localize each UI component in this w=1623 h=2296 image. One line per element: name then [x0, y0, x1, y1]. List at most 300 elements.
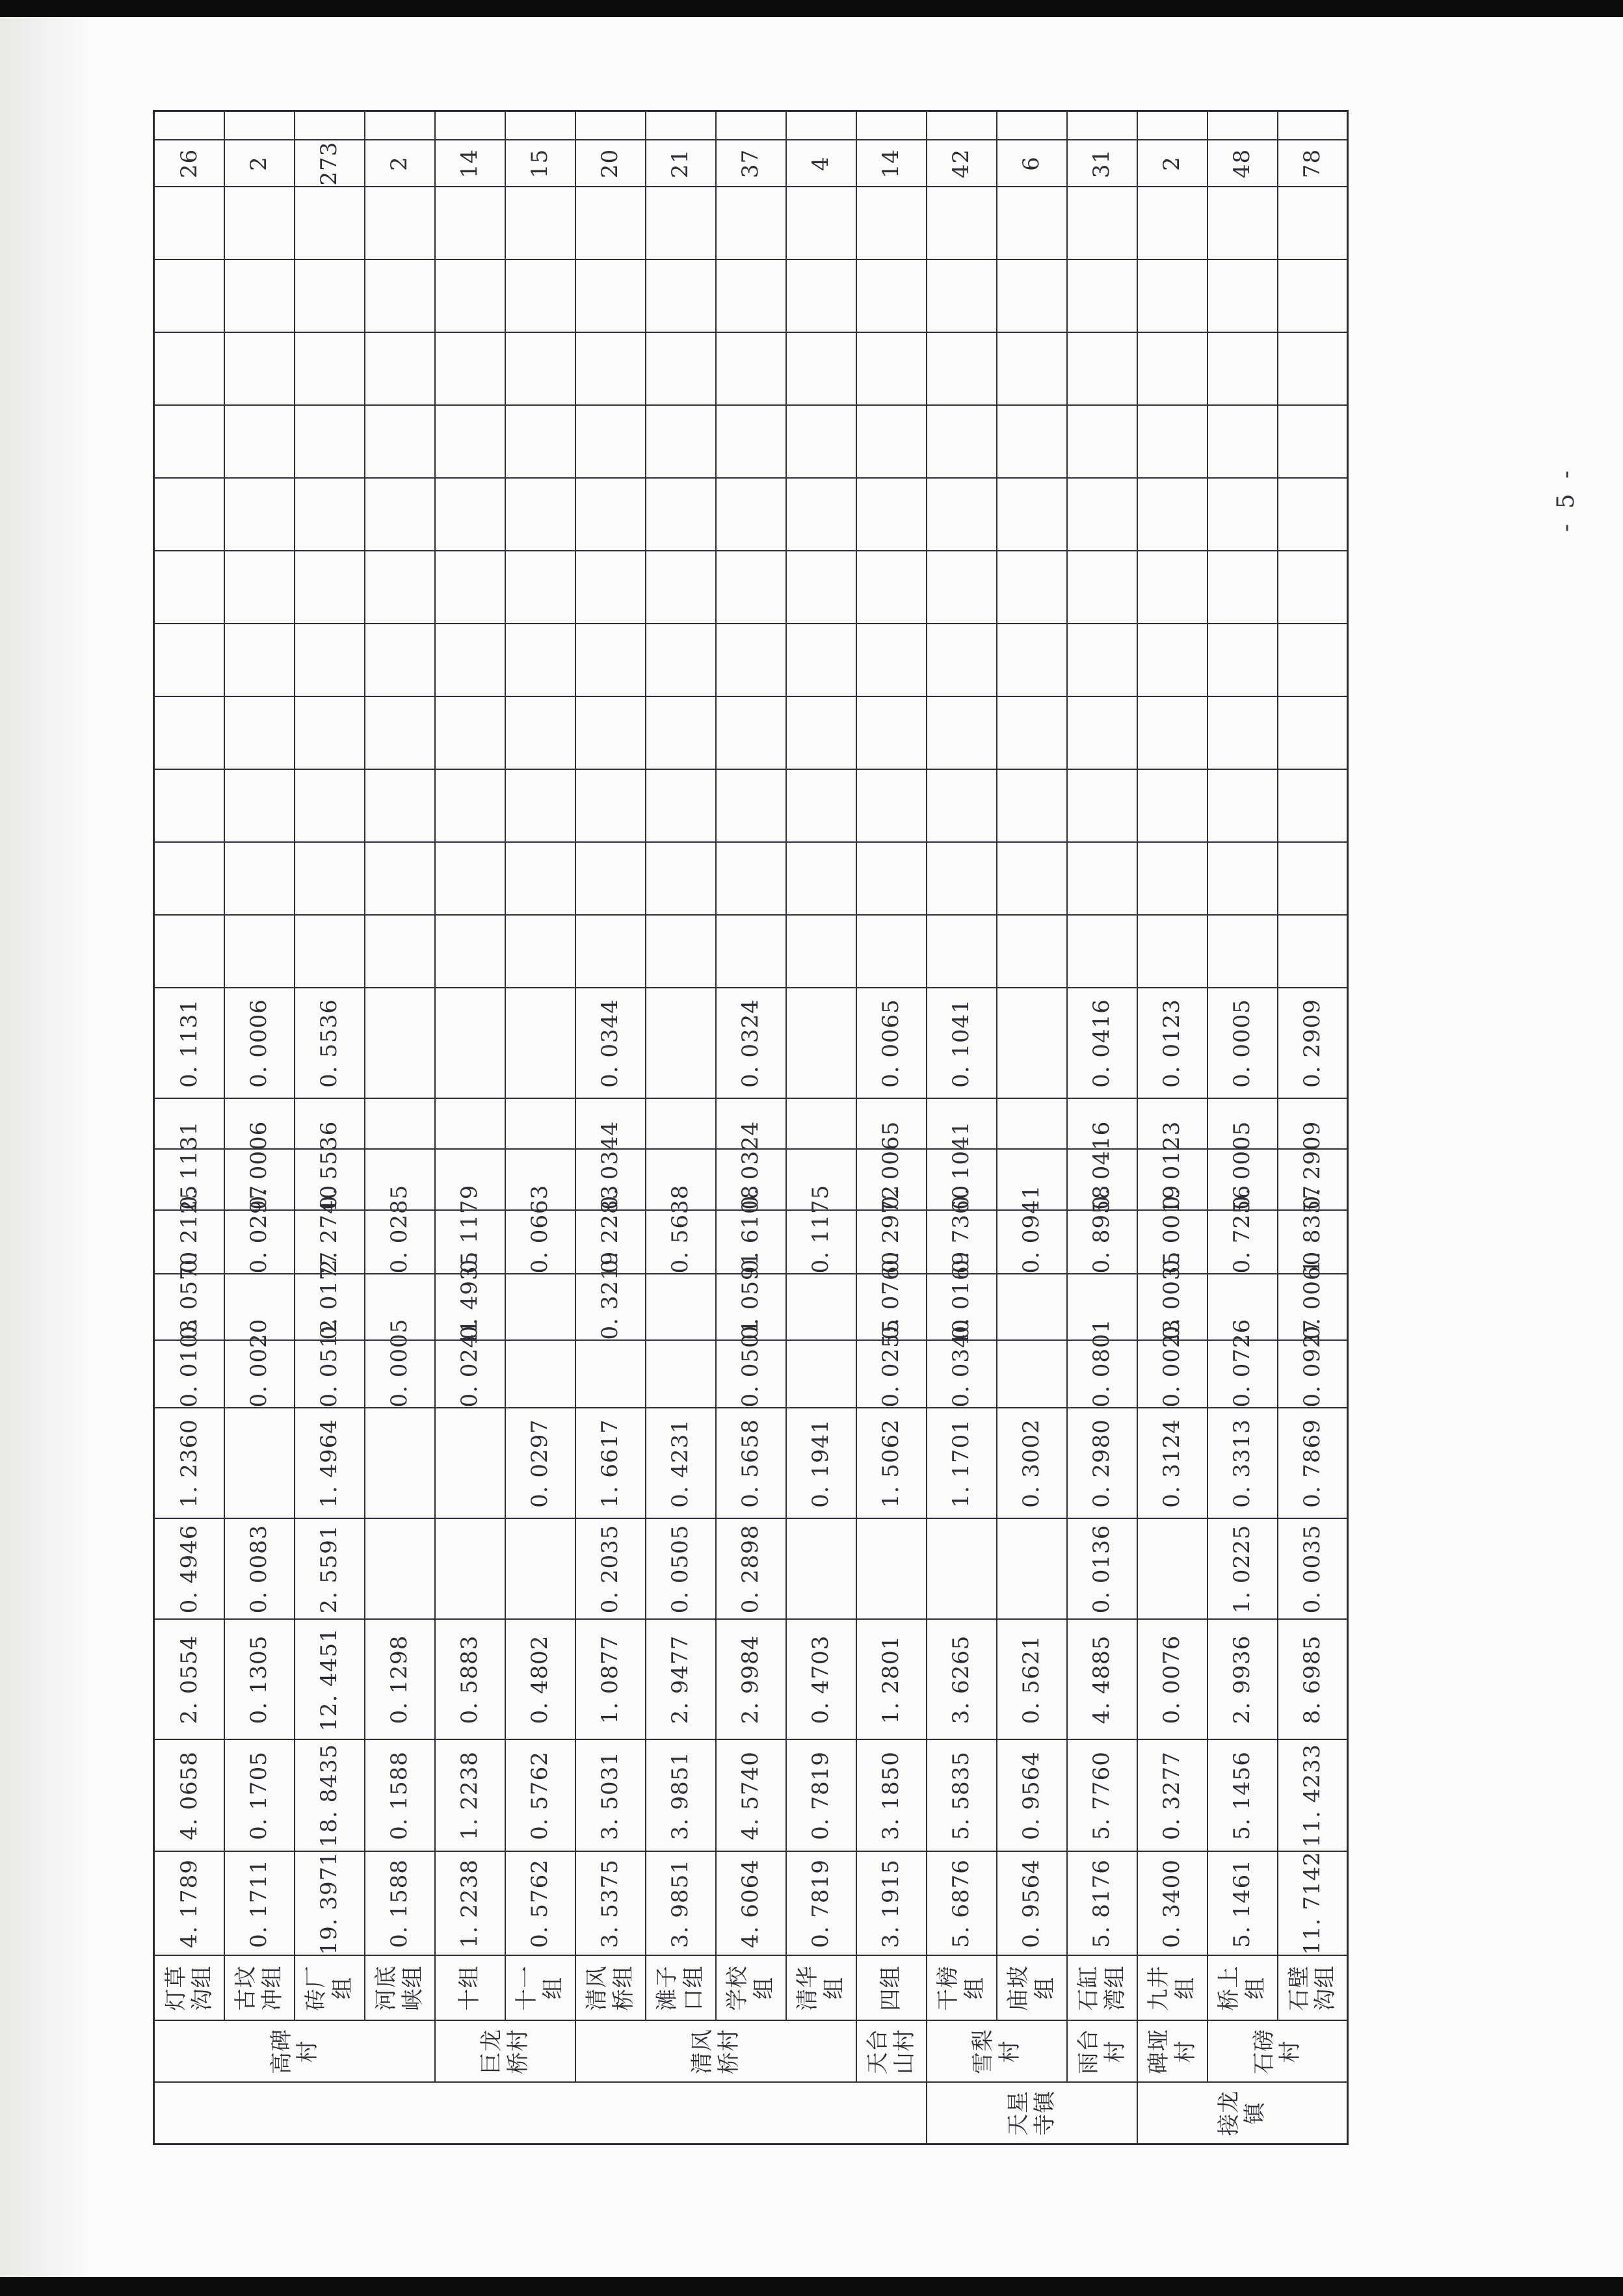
value-cell: 0. 2035	[575, 1519, 646, 1620]
empty-cell	[575, 260, 646, 333]
empty-cell	[646, 624, 716, 697]
empty-cell	[786, 770, 856, 843]
empty-cell	[575, 479, 646, 551]
empty-cell	[1207, 187, 1278, 260]
empty-cell	[154, 916, 224, 988]
empty-cell	[435, 624, 505, 697]
group-cell: 灯草沟组	[154, 1956, 224, 2021]
value-cell: 18. 8435	[295, 1740, 365, 1852]
tail-cell	[646, 111, 716, 140]
subtotal-cell	[505, 988, 575, 1099]
empty-cell	[1207, 624, 1278, 697]
empty-cell	[1067, 916, 1137, 988]
empty-cell	[365, 479, 435, 551]
empty-cell	[716, 916, 786, 988]
empty-cell	[154, 551, 224, 624]
subtotal-cell: 0. 1041	[927, 1150, 997, 1211]
value-cell: 0. 0035	[1278, 1519, 1348, 1620]
value-cell: 0. 0285	[365, 1211, 435, 1274]
empty-cell	[927, 624, 997, 697]
tail-cell	[505, 111, 575, 140]
value-cell: 0. 1941	[786, 1408, 856, 1519]
empty-cell	[365, 187, 435, 260]
subtotal-cell	[435, 988, 505, 1099]
empty-cell	[1207, 406, 1278, 479]
value-cell: 0. 7869	[1278, 1408, 1348, 1519]
empty-cell	[365, 260, 435, 333]
empty-cell	[646, 843, 716, 916]
empty-cell	[1137, 843, 1207, 916]
empty-cell	[927, 843, 997, 916]
value-cell: 5. 6876	[927, 1852, 997, 1956]
tail-cell	[927, 111, 997, 140]
value-cell: 0. 1705	[224, 1740, 295, 1852]
empty-cell	[786, 333, 856, 406]
empty-cell	[716, 624, 786, 697]
value-cell: 3. 9851	[646, 1740, 716, 1852]
value-cell: 0. 0760	[856, 1274, 927, 1341]
empty-cell	[997, 624, 1067, 697]
subtotal-cell: 0. 0065	[856, 1150, 927, 1211]
tail-cell	[1067, 111, 1137, 140]
value-cell: 0. 6108	[716, 1211, 786, 1274]
value-cell: 4. 6064	[716, 1852, 786, 1956]
value-cell: 0. 3219	[575, 1274, 646, 1341]
empty-cell	[154, 843, 224, 916]
empty-cell	[786, 406, 856, 479]
subtotal-cell: 0. 2909	[1278, 988, 1348, 1099]
value-cell: 0. 1298	[365, 1620, 435, 1740]
empty-cell	[1137, 916, 1207, 988]
township-cell	[154, 2083, 927, 2144]
empty-cell	[435, 260, 505, 333]
value-cell: 5. 5835	[927, 1740, 997, 1852]
group-cell: 学校组	[716, 1956, 786, 2021]
empty-cell	[1137, 187, 1207, 260]
village-cell: 石磅村	[1207, 2021, 1348, 2083]
tail-cell	[154, 111, 224, 140]
group-cell: 庙坡组	[997, 1956, 1067, 2021]
count-cell: 21	[646, 140, 716, 187]
tail-cell	[295, 111, 365, 140]
value-cell: 0. 0927	[1278, 1341, 1348, 1408]
count-cell: 42	[927, 140, 997, 187]
empty-cell	[1137, 479, 1207, 551]
value-cell	[997, 1519, 1067, 1620]
empty-cell	[154, 624, 224, 697]
value-cell: 0. 0501	[716, 1341, 786, 1408]
empty-cell	[1207, 916, 1278, 988]
empty-cell	[365, 770, 435, 843]
empty-cell	[154, 479, 224, 551]
tail-cell	[997, 111, 1067, 140]
value-cell: 0. 0035	[1137, 1274, 1207, 1341]
empty-cell	[295, 843, 365, 916]
value-cell	[575, 1341, 646, 1408]
value-cell	[365, 1408, 435, 1519]
empty-cell	[716, 187, 786, 260]
value-cell: 4. 1789	[154, 1852, 224, 1956]
empty-cell	[295, 187, 365, 260]
village-cell: 天台山村	[856, 2021, 927, 2083]
value-cell: 0. 2125	[154, 1211, 224, 1274]
subtotal-cell: 0. 2909	[1278, 1150, 1348, 1211]
value-cell: 0. 7360	[927, 1211, 997, 1274]
empty-cell	[1137, 624, 1207, 697]
group-cell: 石壁沟组	[1278, 1956, 1348, 2021]
village-cell: 清风桥村	[575, 2021, 856, 2083]
empty-cell	[365, 916, 435, 988]
value-cell	[786, 1274, 856, 1341]
group-cell: 桥上组	[1207, 1956, 1278, 2021]
empty-cell	[435, 843, 505, 916]
value-cell: 0. 0103	[154, 1341, 224, 1408]
value-cell: 0. 0169	[927, 1274, 997, 1341]
subtotal-cell: 0. 0324	[716, 1150, 786, 1211]
subtotal-cell	[997, 988, 1067, 1099]
subtotal-cell: 0. 5536	[295, 988, 365, 1099]
value-cell: 0. 0255	[856, 1341, 927, 1408]
value-cell: 0. 7256	[1207, 1211, 1278, 1274]
value-cell: 0. 5638	[646, 1211, 716, 1274]
empty-cell	[1278, 843, 1348, 916]
empty-cell	[365, 406, 435, 479]
value-cell: 0. 0005	[365, 1341, 435, 1408]
empty-cell	[646, 406, 716, 479]
empty-cell	[1067, 843, 1137, 916]
value-cell: 2. 9984	[716, 1620, 786, 1740]
empty-cell	[435, 333, 505, 406]
value-cell: 1. 2238	[435, 1740, 505, 1852]
empty-cell	[1067, 333, 1137, 406]
value-cell: 1. 5062	[856, 1408, 927, 1519]
subtotal-cell: 0. 1131	[154, 1150, 224, 1211]
empty-cell	[997, 770, 1067, 843]
empty-cell	[856, 406, 927, 479]
count-cell: 78	[1278, 140, 1348, 187]
empty-cell	[505, 551, 575, 624]
empty-cell	[786, 697, 856, 770]
count-cell: 2	[224, 140, 295, 187]
empty-cell	[997, 406, 1067, 479]
scan-artifact-bottom-bar	[0, 2277, 1623, 2296]
value-cell: 0. 0570	[154, 1274, 224, 1341]
value-cell: 0. 2283	[575, 1211, 646, 1274]
spacer-cell	[365, 1099, 435, 1150]
count-cell: 14	[435, 140, 505, 187]
empty-cell	[646, 551, 716, 624]
empty-cell	[365, 551, 435, 624]
value-cell: 12. 4451	[295, 1620, 365, 1740]
value-cell: 0. 0241	[435, 1341, 505, 1408]
empty-cell	[365, 624, 435, 697]
count-cell: 26	[154, 140, 224, 187]
value-cell: 3. 1915	[856, 1852, 927, 1956]
empty-cell	[435, 551, 505, 624]
value-cell: 4. 0658	[154, 1740, 224, 1852]
township-cell: 接龙镇	[1137, 2083, 1348, 2144]
value-cell: 0. 0340	[927, 1341, 997, 1408]
empty-cell	[856, 916, 927, 988]
empty-cell	[1278, 624, 1348, 697]
count-cell: 14	[856, 140, 927, 187]
value-cell	[435, 1519, 505, 1620]
empty-cell	[435, 770, 505, 843]
empty-cell	[927, 479, 997, 551]
empty-cell	[927, 551, 997, 624]
empty-cell	[575, 406, 646, 479]
empty-cell	[646, 770, 716, 843]
value-cell: 0. 4703	[786, 1620, 856, 1740]
empty-cell	[856, 843, 927, 916]
spacer-cell	[997, 1099, 1067, 1150]
value-cell: 0. 4946	[154, 1519, 224, 1620]
empty-cell	[716, 843, 786, 916]
value-cell: 0. 1711	[224, 1852, 295, 1956]
value-cell: 1. 0225	[1207, 1519, 1278, 1620]
value-cell: 5. 1461	[1207, 1852, 1278, 1956]
value-cell: 1. 4964	[295, 1408, 365, 1519]
empty-cell	[295, 479, 365, 551]
empty-cell	[224, 333, 295, 406]
village-cell: 雪梨村	[927, 2021, 1067, 2083]
empty-cell	[1278, 406, 1348, 479]
empty-cell	[646, 260, 716, 333]
value-cell: 0. 9564	[997, 1740, 1067, 1852]
empty-cell	[154, 697, 224, 770]
tail-cell	[224, 111, 295, 140]
value-cell: 11. 4233	[1278, 1740, 1348, 1852]
empty-cell	[575, 551, 646, 624]
value-cell: 0. 0297	[224, 1211, 295, 1274]
village-cell: 高碑村	[154, 2021, 435, 2083]
empty-cell	[154, 187, 224, 260]
empty-cell	[505, 624, 575, 697]
value-cell: 0. 0512	[295, 1341, 365, 1408]
empty-cell	[1278, 479, 1348, 551]
tail-cell	[575, 111, 646, 140]
value-cell	[786, 1341, 856, 1408]
empty-cell	[646, 479, 716, 551]
subtotal-cell: 0. 0005	[1207, 988, 1278, 1099]
empty-cell	[224, 551, 295, 624]
subtotal-cell: 0. 0123	[1137, 1150, 1207, 1211]
value-cell: 1. 1701	[927, 1408, 997, 1519]
empty-cell	[646, 697, 716, 770]
value-cell: 0. 1175	[786, 1211, 856, 1274]
empty-cell	[1278, 916, 1348, 988]
empty-cell	[786, 479, 856, 551]
empty-cell	[295, 260, 365, 333]
count-cell: 20	[575, 140, 646, 187]
value-cell: 0. 1588	[365, 1740, 435, 1852]
subtotal-cell: 0. 0005	[1207, 1150, 1278, 1211]
subtotal-cell: 0. 0006	[224, 988, 295, 1099]
empty-cell	[505, 406, 575, 479]
empty-cell	[1067, 260, 1137, 333]
value-cell: 1. 2801	[856, 1620, 927, 1740]
empty-cell	[927, 260, 997, 333]
value-cell: 1. 8357	[1278, 1211, 1348, 1274]
tail-cell	[365, 111, 435, 140]
value-cell: 0. 0060	[1278, 1274, 1348, 1341]
value-cell: 0. 7819	[786, 1852, 856, 1956]
value-cell: 0. 0083	[224, 1519, 295, 1620]
empty-cell	[435, 406, 505, 479]
value-cell: 0. 1305	[224, 1620, 295, 1740]
group-cell: 清风桥组	[575, 1956, 646, 2021]
empty-cell	[1067, 187, 1137, 260]
group-cell: 砖厂组	[295, 1956, 365, 2021]
value-cell: 0. 5762	[505, 1740, 575, 1852]
tail-cell	[716, 111, 786, 140]
empty-cell	[154, 770, 224, 843]
tail-cell	[786, 111, 856, 140]
subtotal-cell: 0. 5536	[295, 1150, 365, 1211]
empty-cell	[927, 916, 997, 988]
value-cell: 2. 2740	[295, 1211, 365, 1274]
spacer-cell	[435, 1099, 505, 1150]
empty-cell	[1207, 843, 1278, 916]
value-cell: 0. 3400	[1137, 1852, 1207, 1956]
empty-cell	[1278, 770, 1348, 843]
value-cell: 0. 0801	[1067, 1341, 1137, 1408]
value-cell: 3. 5375	[575, 1852, 646, 1956]
group-cell: 清华组	[786, 1956, 856, 2021]
value-cell: 0. 0020	[224, 1341, 295, 1408]
empty-cell	[505, 333, 575, 406]
value-cell: 0. 0177	[295, 1274, 365, 1341]
value-cell: 11. 7142	[1278, 1852, 1348, 1956]
subtotal-cell: 0. 0416	[1067, 988, 1137, 1099]
subtotal-cell: 0. 0123	[1137, 988, 1207, 1099]
empty-cell	[575, 770, 646, 843]
empty-cell	[1278, 187, 1348, 260]
count-cell: 15	[505, 140, 575, 187]
empty-cell	[997, 187, 1067, 260]
empty-cell	[435, 479, 505, 551]
value-cell	[786, 1519, 856, 1620]
empty-cell	[1137, 260, 1207, 333]
empty-cell	[716, 770, 786, 843]
value-cell: 2. 9477	[646, 1620, 716, 1740]
empty-cell	[154, 260, 224, 333]
value-cell: 0. 1588	[365, 1852, 435, 1956]
value-cell: 0. 4802	[505, 1620, 575, 1740]
value-cell: 19. 3971	[295, 1852, 365, 1956]
scan-artifact-top-bar	[0, 0, 1623, 17]
subtotal-cell: 0. 0324	[716, 988, 786, 1099]
value-cell: 3. 9851	[646, 1852, 716, 1956]
value-cell: 0. 0726	[1207, 1341, 1278, 1408]
empty-cell	[786, 843, 856, 916]
empty-cell	[716, 406, 786, 479]
village-cell: 雨台村	[1067, 2021, 1137, 2083]
value-cell: 2. 5591	[295, 1519, 365, 1620]
empty-cell	[786, 624, 856, 697]
value-cell: 0. 1179	[435, 1211, 505, 1274]
empty-cell	[505, 770, 575, 843]
count-cell: 6	[997, 140, 1067, 187]
value-cell: 0. 2898	[716, 1519, 786, 1620]
value-cell: 0. 7819	[786, 1740, 856, 1852]
subtotal-cell	[365, 988, 435, 1099]
value-cell	[505, 1341, 575, 1408]
value-cell: 8. 6985	[1278, 1620, 1348, 1740]
empty-cell	[575, 697, 646, 770]
empty-cell	[1067, 697, 1137, 770]
empty-cell	[1207, 770, 1278, 843]
value-cell: 0. 0941	[997, 1211, 1067, 1274]
value-cell	[856, 1519, 927, 1620]
empty-cell	[1278, 333, 1348, 406]
value-cell: 0. 3277	[1137, 1740, 1207, 1852]
count-cell: 2	[365, 140, 435, 187]
empty-cell	[224, 770, 295, 843]
empty-cell	[1207, 260, 1278, 333]
empty-cell	[1067, 479, 1137, 551]
empty-cell	[997, 551, 1067, 624]
value-cell: 0. 0505	[646, 1519, 716, 1620]
empty-cell	[786, 260, 856, 333]
empty-cell	[224, 479, 295, 551]
value-cell: 0. 2972	[856, 1211, 927, 1274]
empty-cell	[1137, 697, 1207, 770]
empty-cell	[1067, 406, 1137, 479]
empty-cell	[295, 406, 365, 479]
empty-cell	[224, 260, 295, 333]
empty-cell	[224, 916, 295, 988]
empty-cell	[997, 479, 1067, 551]
empty-cell	[224, 697, 295, 770]
value-cell: 3. 1850	[856, 1740, 927, 1852]
empty-cell	[716, 697, 786, 770]
group-cell: 古坟冲组	[224, 1956, 295, 2021]
count-cell: 273	[295, 140, 365, 187]
empty-cell	[505, 479, 575, 551]
count-cell: 48	[1207, 140, 1278, 187]
group-cell: 十一组	[505, 1956, 575, 2021]
value-cell: 0. 4935	[435, 1274, 505, 1341]
value-cell: 0. 4231	[646, 1408, 716, 1519]
tail-cell	[1207, 111, 1278, 140]
value-cell: 4. 5740	[716, 1740, 786, 1852]
empty-cell	[856, 479, 927, 551]
value-cell	[927, 1519, 997, 1620]
value-cell	[505, 1519, 575, 1620]
empty-cell	[997, 843, 1067, 916]
empty-cell	[1278, 551, 1348, 624]
value-cell: 0. 3313	[1207, 1408, 1278, 1519]
value-cell: 0. 0019	[1137, 1211, 1207, 1274]
value-cell: 2. 0554	[154, 1620, 224, 1740]
value-cell: 5. 8176	[1067, 1852, 1137, 1956]
empty-cell	[997, 333, 1067, 406]
value-cell: 1. 2360	[154, 1408, 224, 1519]
empty-cell	[1207, 479, 1278, 551]
page-number: - 5 -	[1553, 466, 1579, 532]
value-cell: 3. 6265	[927, 1620, 997, 1740]
value-cell: 0. 8958	[1067, 1211, 1137, 1274]
empty-cell	[295, 333, 365, 406]
value-cell: 0. 0663	[505, 1211, 575, 1274]
empty-cell	[1137, 551, 1207, 624]
empty-cell	[646, 187, 716, 260]
empty-cell	[856, 770, 927, 843]
group-cell: 石缸湾组	[1067, 1956, 1137, 2021]
tail-cell	[856, 111, 927, 140]
empty-cell	[786, 551, 856, 624]
